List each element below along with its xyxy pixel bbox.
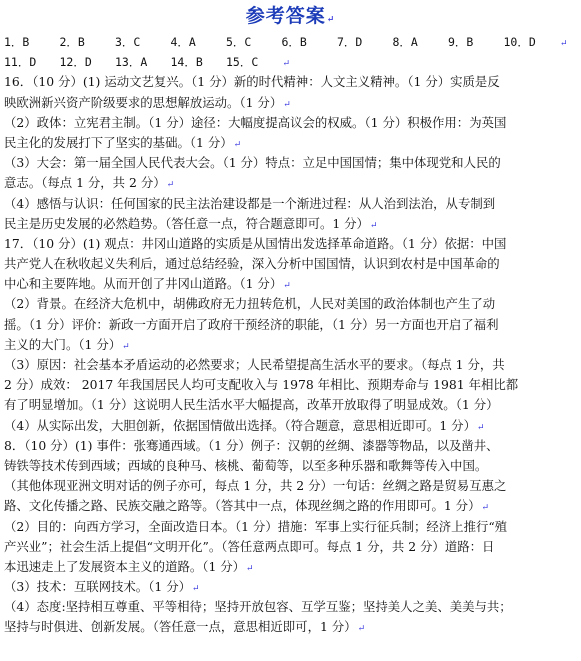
answer-text: （其他体现亚洲文明对话的例子亦可，每点 1 分，共 2 分）一句话：丝绸之路是贸易互惠之 [4,478,507,494]
answer-body [4,72,577,637]
paragraph-mark-icon: ↵ [191,584,200,595]
answer-text: （3）大会：第一届全国人民代表大会。（1 分）特点：立足中国国情；集中体现党和人民的 [4,155,501,171]
paragraph-mark-icon: ↵ [357,624,366,635]
mc-answer: 4．A [170,35,196,49]
paragraph-mark-icon: ↵ [283,99,291,110]
paragraph-mark-icon: ↵ [233,139,242,150]
mc-answers-row-2 [4,52,577,72]
answer-line [4,557,577,577]
paragraph-mark-icon: ↵ [560,39,568,49]
paragraph-mark-icon: ↵ [122,341,130,352]
answer-line [4,617,577,637]
answer-line [4,395,577,415]
answer-text: 民主是历史发展的必然趋势。（答任意一点，符合题意即可。1 分） [4,215,369,231]
paragraph-mark-icon: ↵ [369,220,378,231]
answer-text: 主义的大门。（1 分） [4,336,122,352]
answer-line [4,456,577,476]
answer-text: 8．（10 分）(1) 事件：张骞通西域。（1 分）例子：汉朝的丝绸、漆器等物品，以及凿井、 [4,437,499,453]
answer-line [4,315,577,335]
answer-line [4,355,577,375]
answer-text: （2）目的：向西方学习，全面改造日本。（1 分）措施：军事上实行征兵制；经济上推行“殖 [4,518,508,534]
mc-answer: 8．A [392,35,418,49]
answer-text: 路、文化传播之路、民族交融之路等。（答其中一点，体现丝绸之路的作用即可。1 分） [4,498,481,514]
answer-line [4,113,577,133]
answer-text: 意志。（每点 1 分，共 2 分） [4,175,166,191]
mc-answer: 13．A [115,55,148,70]
paragraph-mark-icon: ↵ [476,422,485,433]
answer-text: 有了明显增加。（1 分）这说明人民生活水平大幅提高，改革开放取得了明显成效。（1 分） [4,397,499,413]
answer-text: 坚持与时俱进、创新发展。（答任意一点，意思相近即可，1 分） [4,619,357,635]
answer-line [4,93,577,113]
mc-answer: 7．D [337,35,363,49]
mc-answers-row-1 [4,32,577,52]
answer-line [4,234,577,254]
answer-line [4,274,577,294]
answer-text: 16．（10 分）(1) 运动文艺复兴。（1 分）新的时代精神：人文主义精神。（1 分）实质是反 [4,74,500,90]
paragraph-mark-icon: ↵ [481,503,490,514]
answer-text: 中心和主要阵地。从而开创了井冈山道路。（1 分） [4,276,283,292]
answer-text: 民主化的发展打下了坚实的基础。（1 分） [4,134,233,150]
answer-text: （3）原因：社会基本矛盾运动的必然要求；人民希望提高生活水平的要求。（每点 1 分，共 [4,357,505,372]
answer-line [4,194,577,214]
paragraph-mark-icon: ↵ [166,180,175,191]
answer-line [4,476,577,496]
answer-line [4,254,577,274]
mc-answer: 12．D [59,55,92,70]
page-title: 参考答案↵ [245,5,336,27]
answer-text: 铸铁等技术传到西域；西域的良种马、核桃、葡萄等，以至多种乐器和歌舞等传入中国。 [4,457,488,473]
paragraph-mark-icon: ↵ [282,59,291,70]
answer-line [4,537,577,557]
answer-line [4,294,577,314]
answer-text: （4）感悟与认识：任何国家的民主法治建设都是一个渐进过程：从人治到法治，从专制到 [4,195,496,211]
answer-line [4,496,577,516]
answer-text: 本迅速走上了发展资本主义的道路。（1 分） [4,558,246,574]
answer-line [4,416,577,436]
answer-text: （2）政体：立宪君主制。（1 分）途径：大幅度提高议会的权威。（1 分）积极作用：为英国 [4,114,507,130]
paragraph-mark-icon: ↵ [326,15,336,25]
answer-line [4,517,577,537]
answer-text: 共产党人在秋收起义失利后，通过总结经验，深入分析中国国情，认识到农村是中国革命的 [4,256,500,272]
mc-answer: 5．C [226,35,252,49]
answer-line [4,214,577,234]
answer-text: （4）从实际出发，大胆创新，依据国情做出选择。（符合题意，意思相近即可。1 分） [4,417,476,433]
mc-answer: 1．B [4,35,30,49]
answer-text: 映欧洲新兴资产阶级要求的思想解放运动。（1 分） [4,94,283,110]
mc-answer: 3．C [115,35,141,49]
answer-line [4,577,577,597]
answer-text: 2 分）成效： 2017 年我国居民人均可支配收入与 1978 年相比、预期寿命与 1981 年相比都 [4,377,519,393]
answer-line [4,436,577,456]
mc-answer: 9．B [448,35,474,49]
answer-text: （3）技术：互联网技术。（1 分） [4,579,191,595]
answer-line [4,133,577,153]
mc-answer: 15．C [226,55,259,70]
answer-line [4,597,577,617]
mc-answer: 6．B [281,35,307,49]
answer-line [4,153,577,173]
answer-line [4,72,577,92]
answer-text: 产兴业”；社会生活上提倡“文明开化”。（答任意两点即可。每点 1 分，共 2 分）道路：日 [4,538,495,554]
paragraph-mark-icon: ↵ [246,563,254,574]
answer-sheet [4,4,577,638]
mc-answer: 10．D [503,35,536,49]
answer-line [4,375,577,395]
mc-answer: 11．D [4,55,37,70]
mc-answer: 2．B [59,35,85,49]
paragraph-mark-icon: ↵ [283,281,291,292]
mc-answer: 14．B [170,55,203,70]
answer-text: （4）态度:坚持相互尊重、平等相待；坚持开放包容、互学互鉴；坚持美人之美、美美与共； [4,599,512,615]
answer-text: （2）背景。在经济大危机中，胡佛政府无力扭转危机，人民对美国的政治体制也产生了动 [4,296,496,312]
answer-line [4,335,577,355]
answer-line [4,173,577,193]
answer-text: 摇。（1 分）评价：新政一方面开启了政府干预经济的职能，（1 分）另一方面也开启了福利 [4,316,499,332]
answer-text: 17．（10 分）(1) 观点：井冈山道路的实质是从国情出发选择革命道路。（1 分）依据：中国 [4,235,507,251]
